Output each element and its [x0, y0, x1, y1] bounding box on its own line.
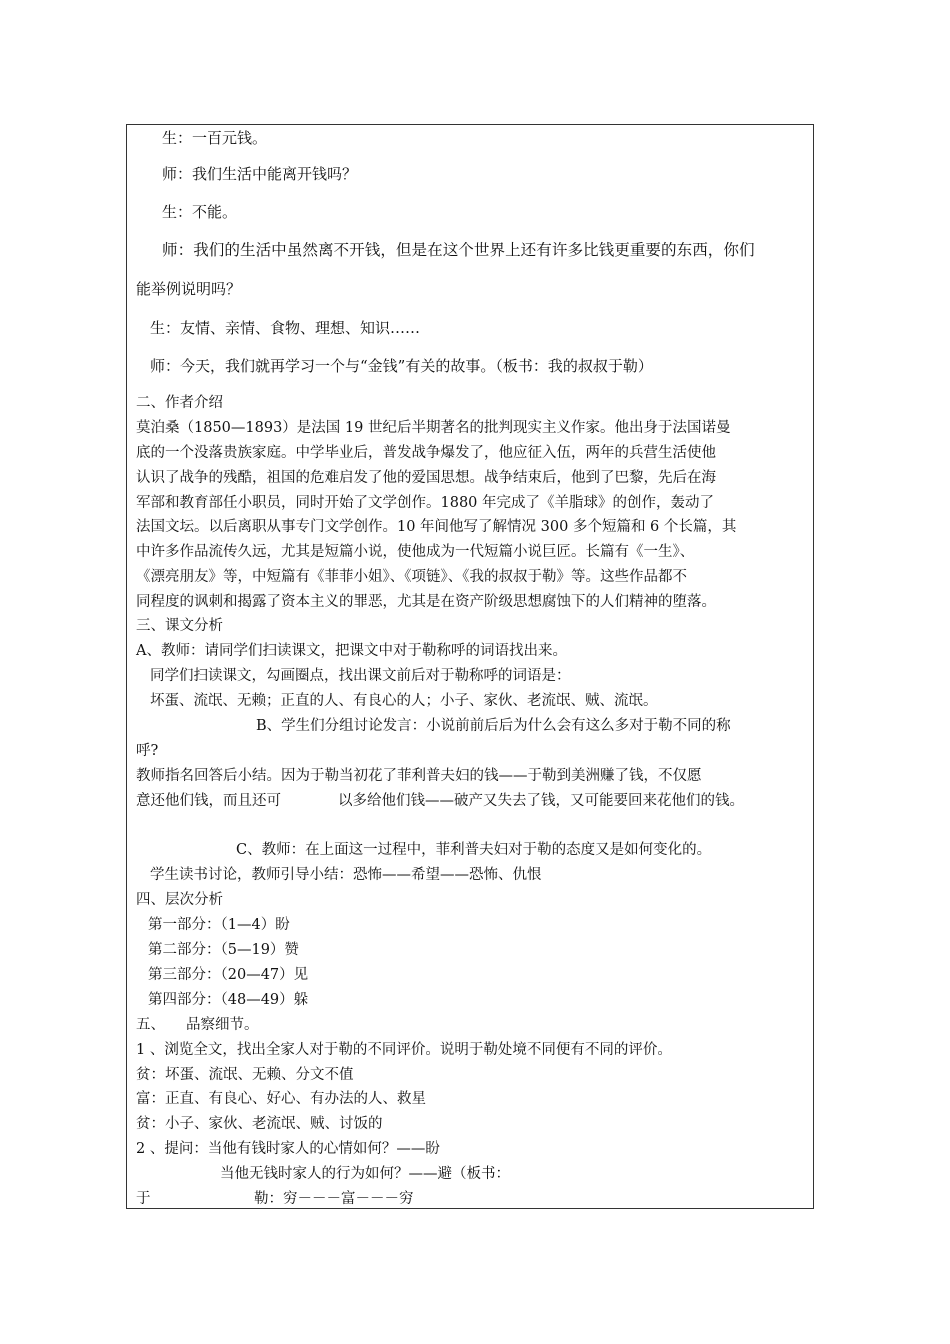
dialogue-line: 师：我们的生活中虽然离不开钱，但是在这个世界上还有许多比钱更重要的东西，你们 [162, 241, 755, 259]
level-part: 第二部分：（5—19）赞 [148, 942, 299, 958]
paragraph-line: 莫泊桑（1850—1893）是法国 19 世纪后半期著名的批判现实主义作家。他出身于法国诺曼 [136, 420, 731, 436]
dialogue-line: 能举例说明吗？ [136, 280, 242, 298]
analysis-line: B、学生们分组讨论发言：小说前前后后为什么会有这么多对于勒不同的称 [256, 718, 731, 734]
paragraph-line: 中许多作品流传久远，尤其是短篇小说，使他成为一代短篇小说巨匠。长篇有《一生》、 [136, 544, 695, 560]
paragraph-line: 军部和教育部任小职员，同时开始了文学创作。1880 年完成了《羊脂球》的创作，轰动了 [136, 495, 715, 511]
detail-line: 贫：坏蛋、流氓、无赖、分文不值 [136, 1067, 354, 1083]
analysis-line: C、教师：在上面这一过程中，菲利普夫妇对于勒的态度又是如何变化的。 [236, 842, 712, 858]
level-part: 第一部分：（1—4）盼 [148, 917, 290, 933]
level-part: 第三部分：（20—47）见 [148, 967, 309, 983]
analysis-line: 意还他们钱，而且还可 [136, 793, 281, 809]
section-heading: 四、层次分析 [136, 892, 223, 908]
dialogue-line: 师：我们生活中能离开钱吗？ [162, 165, 358, 183]
detail-line: 当他无钱时家人的行为如何？——避（板书： [220, 1166, 510, 1182]
analysis-line: A、教师：请同学们扫读课文，把课文中对于勒称呼的词语找出来。 [136, 643, 567, 659]
section-heading: 三、课文分析 [136, 618, 223, 634]
paragraph-line: 同程度的讽刺和揭露了资本主义的罪恶，尤其是在资产阶级思想腐蚀下的人们精神的堕落。 [136, 594, 716, 610]
level-part: 第四部分：（48—49）躲 [148, 992, 309, 1008]
detail-line: 1 、浏览全文，找出全家人对于勒的不同评价。说明于勒处境不同便有不同的评价。 [136, 1042, 672, 1058]
section-heading: 品察细节。 [186, 1017, 259, 1033]
detail-line: 2 、提问：当他有钱时家人的心情如何？——盼 [136, 1141, 440, 1157]
dialogue-line: 师：今天，我们就再学习一个与“金钱”有关的故事。（板书：我的叔叔于勒） [150, 357, 653, 375]
paragraph-line: 《漂亮朋友》等，中短篇有《菲菲小姐》、《项链》、《我的叔叔于勒》等。这些作品都不 [136, 569, 687, 585]
detail-line: 勒：穷－－－富－－－穷 [254, 1191, 414, 1207]
paragraph-line: 底的一个没落贵族家庭。中学毕业后，普发战争爆发了，他应征入伍，两年的兵营生活使他 [136, 445, 716, 461]
analysis-line: 同学们扫读课文，勾画圈点，找出课文前后对于勒称呼的词语是： [150, 668, 571, 684]
analysis-line: 教师指名回答后小结。因为于勒当初花了菲利普夫妇的钱——于勒到美洲赚了钱，不仅愿 [136, 768, 702, 784]
analysis-line: 学生读书讨论，教师引导小结：恐怖——希望——恐怖、仇恨 [150, 867, 542, 883]
detail-line: 贫：小子、家伙、老流氓、贼、讨饭的 [136, 1116, 383, 1132]
analysis-line: 坏蛋、流氓、无赖；正直的人、有良心的人；小子、家伙、老流氓、贼、流氓。 [150, 693, 658, 709]
dialogue-line: 生：友情、亲情、食物、理想、知识…… [150, 319, 421, 337]
detail-line: 于 [136, 1191, 151, 1207]
analysis-line: 以多给他们钱——破产又失去了钱，又可能要回来花他们的钱。 [338, 793, 744, 809]
section-heading: 二、作者介绍 [136, 395, 223, 411]
section-heading-number: 五、 [136, 1017, 165, 1033]
analysis-line: 呼? [136, 743, 159, 759]
paragraph-line: 法国文坛。以后离职从事专门文学创作。10 年间他写了解情况 300 多个短篇和 6 个长篇，其 [136, 519, 737, 535]
paragraph-line: 认识了战争的残酷，祖国的危难启发了他的爱国思想。战争结束后，他到了巴黎，先后在海 [136, 470, 716, 486]
detail-line: 富：正直、有良心、好心、有办法的人、救星 [136, 1091, 426, 1107]
dialogue-line: 生：一百元钱。 [162, 129, 268, 147]
dialogue-line: 生：不能。 [162, 203, 238, 221]
